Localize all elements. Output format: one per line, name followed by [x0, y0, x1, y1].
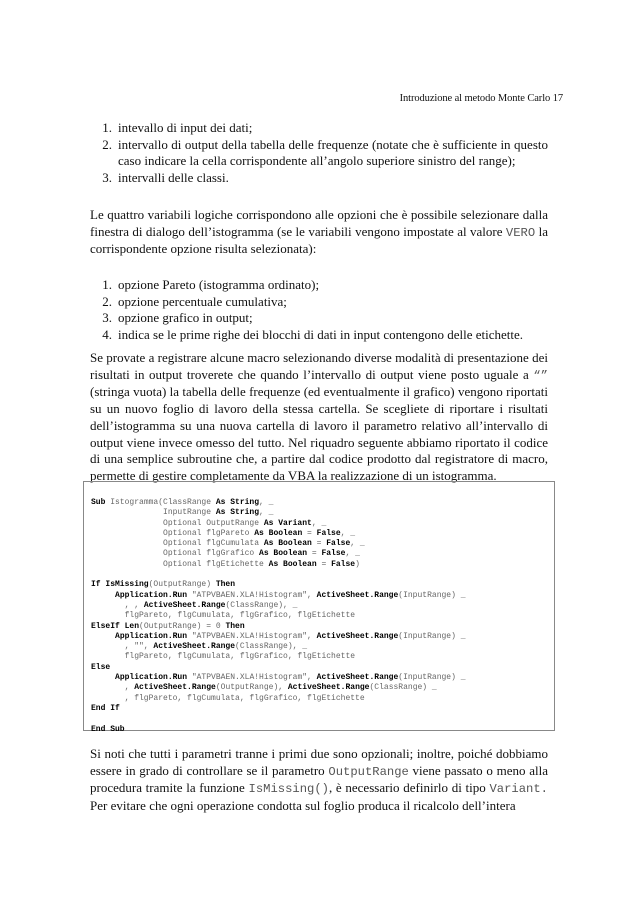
code-keyword: Application.Run [115, 590, 188, 600]
code-keyword: Application.Run [115, 673, 188, 683]
code-line [91, 539, 554, 549]
code-text: = [307, 549, 322, 559]
paragraph-logical-variables [90, 207, 548, 258]
code-text: = [316, 559, 332, 569]
code-keyword: End Sub [91, 724, 125, 734]
input-parameters-list [90, 120, 548, 186]
code-line [91, 601, 554, 611]
code-line [91, 652, 554, 662]
code-text: , _ [311, 518, 327, 528]
code-keyword: False [316, 528, 341, 538]
paragraph-text: viene passato o meno alla procedura tramite la funzione [90, 762, 548, 796]
code-keyword: Then [215, 580, 236, 590]
para2-after: (stringa vuota) la tabella delle frequenze (ed eventualmente il grafico) vengono riportati su un nuovo foglio di lavoro della stessa cartella. Se scegliete di riportare i risultati dell’istogramma su una nuova cartella di lavoro il parametro relativo all’intervallo di output viene invece omesso del tutto. Nel riquadro seguente abbiamo riportato il codice di una semplice subroutine che, a partire dal codice prodotto dal registratore di macro, permette di gestire completamente da VBA la realizzazione di un istogramma. [90, 384, 548, 483]
code-line [91, 683, 554, 693]
code-text: (InputRange) _ [398, 590, 466, 600]
code-keyword: False [326, 539, 351, 549]
code-text [91, 632, 115, 641]
list-item-text: intervalli delle classi. [118, 169, 229, 185]
code-text: flgPareto, flgCumulata, flgGrafico, flgEtichette [91, 611, 356, 621]
list-item-number: 2. [102, 293, 112, 309]
code-keyword: False [331, 559, 356, 569]
code-text [91, 591, 115, 600]
empty-string-code: “” [533, 368, 548, 383]
code-keyword: As String [215, 508, 260, 518]
code-line [91, 591, 554, 601]
code-keyword: ActiveSheet.Range [287, 683, 370, 693]
code-keyword: ActiveSheet.Range [134, 683, 216, 693]
code-text: Optional flgCumulata [91, 539, 264, 549]
list-item [90, 310, 548, 327]
code-text: ) [355, 559, 360, 569]
code-text: "ATPVBAEN.XLA!Histogram", [187, 673, 317, 683]
list-item [90, 120, 548, 137]
code-text: (InputRange) _ [398, 631, 466, 641]
code-text: , _ [345, 549, 360, 559]
code-text: , _ [259, 508, 274, 518]
code-text: flgPareto, flgCumulata, flgGrafico, flgEtichette [91, 652, 356, 662]
code-text: (ClassRange) _ [369, 683, 437, 693]
list-item-number: 3. [102, 310, 112, 325]
paragraph-text: Si noti che tutti i parametri tranne i primi due sono opzionali; inoltre, poiché dobbiamo essere in grado di controllare se il parametro [90, 746, 548, 778]
code-keyword: As Boolean [263, 539, 312, 549]
list-item-text: intervallo di output della tabella delle frequenze (notate che è sufficiente in questo caso indicare la cella corrispondente all’angolo superiore sinistro del range); [118, 136, 548, 168]
inline-code: Variant. [489, 782, 548, 797]
code-keyword: ActiveSheet.Range [316, 590, 399, 600]
code-text: (InputRange) _ [398, 673, 466, 683]
code-keyword: Then [225, 621, 245, 631]
code-line [91, 580, 554, 590]
para2-before: Se provate a registrare alcune macro selezionando diverse modalità di presentazione dei risultati in output troverete che quando l’intervallo di output viene posto uguale a [90, 350, 548, 382]
vba-code-block [83, 481, 555, 734]
code-text: Optional flgPareto [91, 528, 255, 538]
code-text: , flgPareto, flgCumulata, flgGrafico, flgEtichette [91, 693, 365, 703]
list-item [90, 294, 548, 311]
code-keyword: End If [91, 703, 120, 713]
code-line [91, 570, 554, 580]
list-item-number: 1. [102, 120, 112, 135]
code-keyword: False [321, 549, 346, 559]
list-item-number: 4. [102, 326, 112, 342]
code-keyword: ActiveSheet.Range [143, 600, 226, 610]
code-line [91, 529, 554, 539]
code-keyword: Application.Run [115, 631, 188, 641]
list-item-text: indica se le prime righe dei blocchi di dati in input contengono delle etichette. [118, 326, 524, 342]
code-line [91, 622, 554, 632]
code-text: "ATPVBAEN.XLA!Histogram", [187, 590, 317, 600]
code-text: "ATPVBAEN.XLA!Histogram", [187, 631, 317, 641]
code-text: (ClassRange), _ [225, 600, 298, 610]
vero-code: VERO [505, 225, 536, 240]
paragraph-macro-recording [90, 350, 548, 485]
list-item-number: 3. [102, 169, 112, 185]
list-item [90, 277, 548, 294]
list-item [90, 327, 548, 344]
code-line [91, 673, 554, 683]
code-line [91, 519, 554, 529]
list-item [90, 170, 548, 187]
code-keyword: As Variant [263, 518, 312, 528]
list-item [90, 137, 548, 170]
code-line [91, 508, 554, 518]
list-item-text: opzione grafico in output; [118, 310, 253, 325]
code-line [91, 725, 554, 735]
code-keyword: Else [91, 662, 111, 672]
code-keyword: Sub [91, 498, 106, 507]
code-text: Optional flgEtichette [91, 559, 269, 569]
code-text: = [302, 528, 317, 538]
code-text: Istogramma(ClassRange [105, 498, 216, 507]
running-header: Introduzione al metodo Monte Carlo 17 [399, 93, 563, 104]
code-text [91, 673, 115, 682]
code-text: = [311, 539, 327, 549]
code-text: Optional flgGrafico [91, 549, 260, 559]
code-line [91, 560, 554, 570]
code-text: , _ [259, 498, 274, 507]
code-line [91, 694, 554, 704]
code-keyword: ActiveSheet.Range [153, 642, 236, 652]
para1-before: Le quattro variabili logiche corrispondono alle opzioni che è possibile selezionare dalla finestra di dialogo dell’istogramma (se le variabili vengono impostate al valore [90, 207, 548, 239]
code-text: (OutputRange) [148, 580, 216, 590]
code-keyword: If IsMissing [91, 580, 149, 590]
code-text: , [91, 683, 135, 693]
paragraph-text: , è necessario definirlo di tipo [328, 780, 490, 796]
code-text: (ClassRange), _ [235, 642, 308, 652]
code-line [91, 704, 554, 714]
code-keyword: As Boolean [268, 559, 317, 569]
code-line [91, 714, 554, 724]
inline-code: IsMissing() [248, 782, 329, 797]
code-text: , _ [350, 539, 365, 549]
code-text: , _ [340, 528, 356, 538]
list-item-text: intevallo di input dei dati; [118, 120, 253, 135]
code-keyword: As Boolean [259, 549, 308, 559]
paragraph-notes [90, 746, 548, 815]
code-keyword: ElseIf Len [91, 621, 140, 631]
code-text: (OutputRange), [215, 683, 288, 693]
code-line [91, 663, 554, 673]
list-item-text: opzione Pareto (istogramma ordinato); [118, 277, 320, 292]
code-text: Optional OutputRange [91, 518, 264, 528]
inline-code: OutputRange [328, 764, 409, 779]
code-line [91, 498, 554, 508]
code-text: , "", [91, 642, 154, 652]
code-keyword: As Boolean [254, 528, 303, 538]
list-item-number: 1. [102, 277, 112, 292]
code-line [91, 642, 554, 652]
code-text: , , [91, 600, 144, 610]
code-text: InputRange [91, 508, 216, 518]
code-line [91, 632, 554, 642]
list-item-text: opzione percentuale cumulativa; [118, 293, 287, 309]
code-keyword: As String [215, 498, 260, 507]
options-list [90, 277, 548, 343]
list-item-number: 2. [102, 136, 112, 152]
paragraph-text: Per evitare che ogni operazione condotta sul foglio produca il ricalcolo dell’intera [90, 798, 516, 814]
code-keyword: ActiveSheet.Range [316, 673, 399, 683]
code-line [91, 549, 554, 559]
para1-after: la corrispondente opzione risulta selezionata): [90, 223, 548, 257]
code-keyword: ActiveSheet.Range [316, 631, 399, 641]
code-text: (OutputRange) = 0 [139, 621, 226, 631]
code-line [91, 611, 554, 621]
